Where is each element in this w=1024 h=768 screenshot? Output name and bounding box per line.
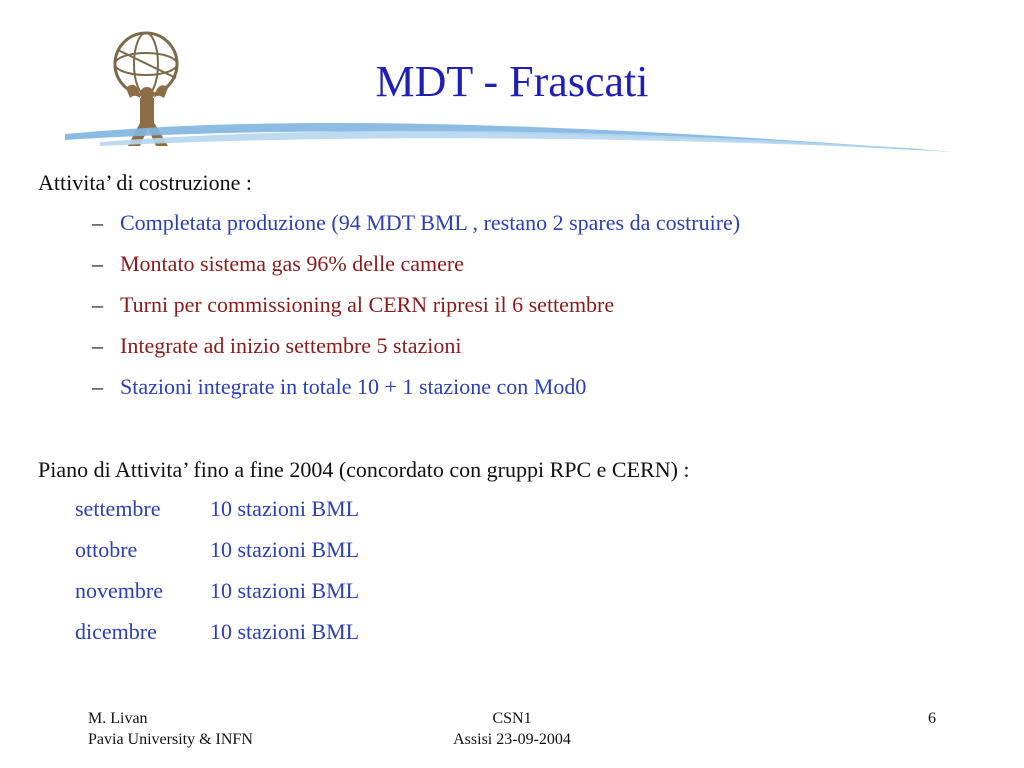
plan-month: settembre	[75, 496, 161, 521]
plan-text: 10 stazioni BML	[210, 578, 360, 603]
slide-title: MDT - Frascati	[375, 57, 649, 106]
bullet-dash: –	[92, 251, 103, 276]
bullet-dash: –	[92, 210, 103, 235]
footer-author: M. Livan	[88, 710, 148, 727]
plan-row-dicembre	[75, 617, 359, 647]
plan-month: ottobre	[75, 537, 138, 562]
bullet-dash: –	[92, 374, 103, 399]
footer-place-date: Assisi 23-09-2004	[453, 731, 571, 748]
plan-month: dicembre	[75, 619, 157, 644]
footer-page-number: 6	[928, 710, 936, 727]
bullet-text: Stazioni integrate in totale 10 + 1 stazione con Mod0	[120, 374, 587, 399]
footer-event: CSN1	[492, 710, 532, 727]
bullet-text: Montato sistema gas 96% delle camere	[120, 251, 464, 276]
bullet-production	[92, 208, 740, 238]
bullet-text: Turni per commissioning al CERN ripresi il 6 settembre	[120, 292, 615, 317]
footer-event-block	[0, 708, 1024, 750]
bullet-dash: –	[92, 333, 103, 358]
plan-text: 10 stazioni BML	[210, 619, 360, 644]
plan-text: 10 stazioni BML	[210, 537, 360, 562]
bullet-gas-system	[92, 249, 464, 279]
bullet-integrated-total	[92, 372, 586, 402]
plan-row-novembre	[75, 576, 359, 606]
bullet-integrated-september	[92, 331, 461, 361]
plan-text: 10 stazioni BML	[210, 496, 360, 521]
plan-row-settembre	[75, 494, 359, 524]
construction-heading: Attivita’ di costruzione :	[38, 170, 253, 195]
bullet-text: Completata produzione (94 MDT BML , restano 2 spares da costruire)	[120, 210, 741, 235]
plan-month: novembre	[75, 578, 163, 603]
bullet-text: Integrate ad inizio settembre 5 stazioni	[120, 333, 462, 358]
plan-heading: Piano di Attivita’ fino a fine 2004 (concordato con gruppi RPC e CERN) :	[38, 457, 690, 482]
footer-affiliation: Pavia University & INFN	[88, 731, 253, 748]
plan-row-ottobre	[75, 535, 359, 565]
bullet-dash: –	[92, 292, 103, 317]
bullet-commissioning	[92, 290, 614, 320]
title-underline-swoosh	[60, 112, 960, 162]
